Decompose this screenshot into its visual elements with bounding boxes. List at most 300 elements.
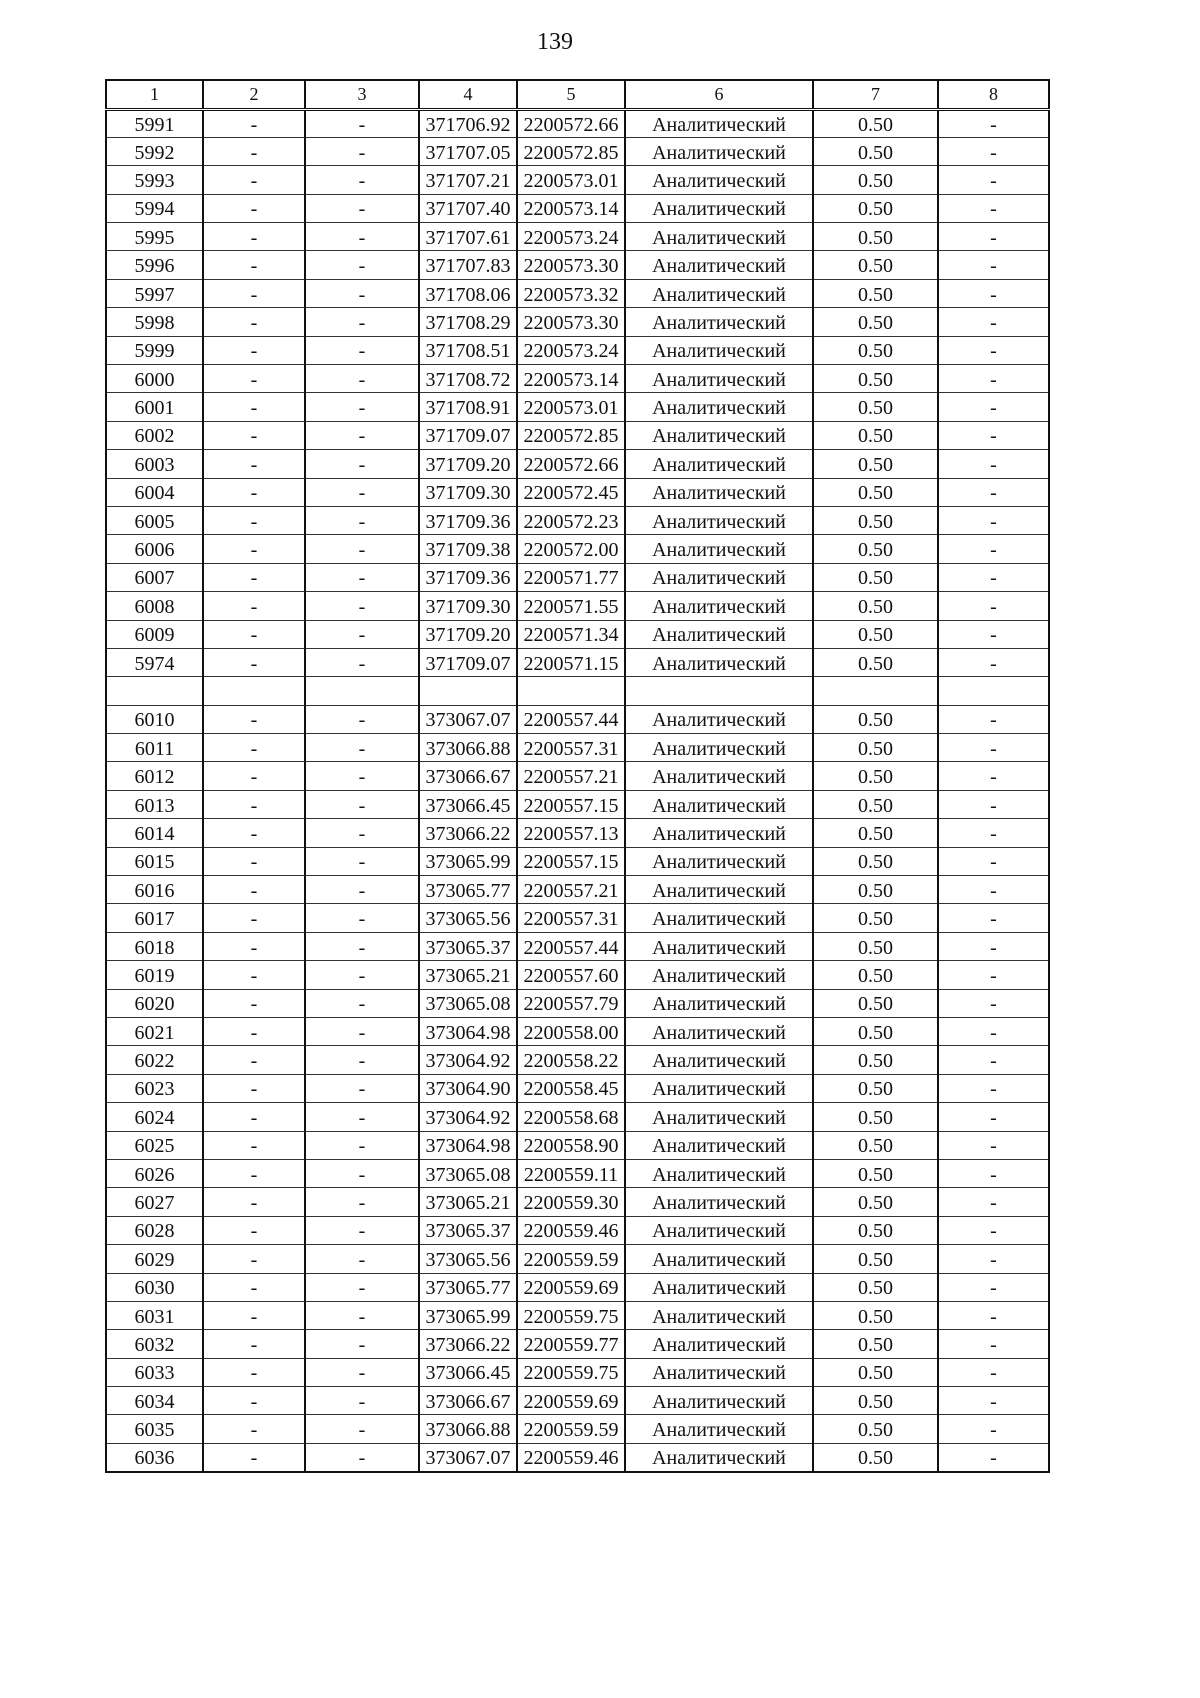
- table-row: [106, 790, 1049, 818]
- table-cell-col6: Аналитический: [625, 1330, 813, 1358]
- table-cell-col6: Аналитический: [625, 932, 813, 960]
- table-cell-col2: -: [203, 478, 305, 506]
- table-cell-col4: 373064.98: [419, 1131, 517, 1159]
- table-row: [106, 109, 1049, 137]
- table-row: [106, 1387, 1049, 1415]
- table-cell-col2: -: [203, 137, 305, 165]
- table-cell-col6: Аналитический: [625, 904, 813, 932]
- table-row: [106, 1245, 1049, 1273]
- table-cell-col7: 0.50: [813, 1443, 938, 1471]
- table-cell-col4: 373066.67: [419, 1387, 517, 1415]
- table-cell-col3: -: [305, 194, 419, 222]
- table-cell-col6: Аналитический: [625, 279, 813, 307]
- table-cell-col6: Аналитический: [625, 563, 813, 591]
- table-cell-col1: 6035: [106, 1415, 203, 1443]
- table-cell-col4: 371709.36: [419, 563, 517, 591]
- table-cell-col1: 6030: [106, 1273, 203, 1301]
- table-cell-col1: 6023: [106, 1074, 203, 1102]
- table-cell-col3: -: [305, 1046, 419, 1074]
- table-cell-col2: -: [203, 251, 305, 279]
- table-cell-col5: 2200571.55: [517, 592, 625, 620]
- table-cell-col5: 2200559.69: [517, 1387, 625, 1415]
- table-cell-col8: -: [938, 961, 1049, 989]
- table-row: [106, 1074, 1049, 1102]
- table-cell-col1: 6011: [106, 734, 203, 762]
- table-cell-col5: 2200557.31: [517, 734, 625, 762]
- table-cell-col7: 0.50: [813, 819, 938, 847]
- table-cell-col5: 2200559.30: [517, 1188, 625, 1216]
- table-cell-col3: -: [305, 876, 419, 904]
- table-cell-col8: -: [938, 1415, 1049, 1443]
- table-cell-col1: 6000: [106, 365, 203, 393]
- table-cell-col3: -: [305, 1387, 419, 1415]
- table-cell-col1: 6016: [106, 876, 203, 904]
- table-cell-col7: 0.50: [813, 450, 938, 478]
- column-header: 8: [938, 80, 1049, 109]
- table-cell-col5: 2200572.00: [517, 535, 625, 563]
- table-cell-col3: -: [305, 251, 419, 279]
- table-cell-col1: 6003: [106, 450, 203, 478]
- table-cell-col6: Аналитический: [625, 365, 813, 393]
- table-cell-col7: 0.50: [813, 535, 938, 563]
- table-cell-col7: 0.50: [813, 1358, 938, 1386]
- table-cell-col6: Аналитический: [625, 1358, 813, 1386]
- table-row: [106, 450, 1049, 478]
- table-cell-col7: 0.50: [813, 1273, 938, 1301]
- table-cell-col6: Аналитический: [625, 1415, 813, 1443]
- table-cell-col7: 0.50: [813, 478, 938, 506]
- table-cell-col7: 0.50: [813, 790, 938, 818]
- table-cell-col6: Аналитический: [625, 1159, 813, 1187]
- column-header: 4: [419, 80, 517, 109]
- table-cell-col5: 2200558.45: [517, 1074, 625, 1102]
- table-cell-col2: -: [203, 506, 305, 534]
- table-cell-col3: -: [305, 1018, 419, 1046]
- table-cell-col1: 6002: [106, 421, 203, 449]
- table-cell-col6: Аналитический: [625, 535, 813, 563]
- table-cell-col7: 0.50: [813, 932, 938, 960]
- table-cell-col1: 6019: [106, 961, 203, 989]
- table-header: [106, 80, 1049, 109]
- table-cell-col5: 2200557.21: [517, 762, 625, 790]
- table-cell-col2: -: [203, 847, 305, 875]
- table-cell-col7: 0.50: [813, 1330, 938, 1358]
- page-number: 139: [537, 29, 573, 55]
- table-cell-col1: 6021: [106, 1018, 203, 1046]
- table-cell-col5: 2200573.30: [517, 251, 625, 279]
- table-cell-col7: 0.50: [813, 166, 938, 194]
- table-cell-col2: -: [203, 648, 305, 676]
- table-cell-col4: 371709.30: [419, 478, 517, 506]
- table-cell-col1: 6007: [106, 563, 203, 591]
- table-cell-col6: Аналитический: [625, 194, 813, 222]
- table-cell-col3: -: [305, 819, 419, 847]
- table-cell-col2: -: [203, 620, 305, 648]
- table-cell-col6: Аналитический: [625, 478, 813, 506]
- table-cell-col8: -: [938, 1443, 1049, 1471]
- table-cell-col7: 0.50: [813, 1018, 938, 1046]
- table-cell-col8: -: [938, 251, 1049, 279]
- table-cell-col8: -: [938, 308, 1049, 336]
- table-cell-col8: -: [938, 223, 1049, 251]
- table-cell-col5: 2200559.59: [517, 1245, 625, 1273]
- column-header: 7: [813, 80, 938, 109]
- table-cell-col7: 0.50: [813, 648, 938, 676]
- table-cell-col6: Аналитический: [625, 620, 813, 648]
- table-cell-col6: Аналитический: [625, 137, 813, 165]
- table-cell-col1: 6015: [106, 847, 203, 875]
- table-cell-col8: -: [938, 1273, 1049, 1301]
- table-cell-col4: 373066.22: [419, 1330, 517, 1358]
- table-cell-col4: 371706.92: [419, 109, 517, 137]
- table-cell-col6: Аналитический: [625, 1443, 813, 1471]
- table-cell-col5: 2200572.23: [517, 506, 625, 534]
- table-cell-col3: -: [305, 1159, 419, 1187]
- table-cell-col3: -: [305, 1330, 419, 1358]
- table-cell-col8: -: [938, 1103, 1049, 1131]
- table-cell-col6: Аналитический: [625, 648, 813, 676]
- table-cell-col3: -: [305, 705, 419, 733]
- table-cell-col6: Аналитический: [625, 251, 813, 279]
- table-cell-col3: -: [305, 506, 419, 534]
- table-cell-col1: 6008: [106, 592, 203, 620]
- table-row: [106, 932, 1049, 960]
- table-cell-col3: -: [305, 137, 419, 165]
- table-cell-col3: -: [305, 421, 419, 449]
- table-cell-col5: 2200572.66: [517, 450, 625, 478]
- table-cell-col8: -: [938, 819, 1049, 847]
- table-cell-col7: 0.50: [813, 393, 938, 421]
- table-cell-col2: -: [203, 1018, 305, 1046]
- table-cell-col3: -: [305, 961, 419, 989]
- table-cell-col4: 371707.21: [419, 166, 517, 194]
- table-cell-col3: -: [305, 620, 419, 648]
- table-cell-col2: -: [203, 705, 305, 733]
- table-cell-col5: 2200559.59: [517, 1415, 625, 1443]
- table-cell-col8: -: [938, 450, 1049, 478]
- table-cell-col5: 2200559.46: [517, 1216, 625, 1244]
- table-cell-col7: 0.50: [813, 1131, 938, 1159]
- table-row: [106, 1131, 1049, 1159]
- table-cell-col5: 2200557.15: [517, 847, 625, 875]
- table-cell-col8: -: [938, 592, 1049, 620]
- table-cell-col1: 6014: [106, 819, 203, 847]
- table-cell-col4: 373066.67: [419, 762, 517, 790]
- table-cell-col5: 2200559.75: [517, 1301, 625, 1329]
- table-cell-col7: 0.50: [813, 251, 938, 279]
- table-cell-col4: 373065.77: [419, 1273, 517, 1301]
- table-row: [106, 1046, 1049, 1074]
- table-cell-col7: 0.50: [813, 308, 938, 336]
- table-cell-col8: -: [938, 109, 1049, 137]
- table-cell-col2: -: [203, 1415, 305, 1443]
- table-cell-col1: 6024: [106, 1103, 203, 1131]
- table-cell-col2: -: [203, 932, 305, 960]
- table-cell-col5: 2200573.32: [517, 279, 625, 307]
- table-cell-col5: [517, 677, 625, 705]
- table-cell-col6: Аналитический: [625, 109, 813, 137]
- table-cell-col7: 0.50: [813, 1046, 938, 1074]
- table-cell-col7: 0.50: [813, 1415, 938, 1443]
- table-cell-col2: -: [203, 1074, 305, 1102]
- table-cell-col4: 371708.51: [419, 336, 517, 364]
- table-row: [106, 506, 1049, 534]
- table-cell-col7: 0.50: [813, 592, 938, 620]
- table-cell-col6: Аналитический: [625, 734, 813, 762]
- table-cell-col1: 5998: [106, 308, 203, 336]
- table-row: [106, 904, 1049, 932]
- table-cell-col6: Аналитический: [625, 1131, 813, 1159]
- table-row: [106, 1216, 1049, 1244]
- table-cell-col3: -: [305, 1216, 419, 1244]
- table-cell-col1: 6025: [106, 1131, 203, 1159]
- table-cell-col7: 0.50: [813, 563, 938, 591]
- table-row: [106, 1159, 1049, 1187]
- table-cell-col7: 0.50: [813, 762, 938, 790]
- table-cell-col4: 373065.21: [419, 961, 517, 989]
- table-cell-col6: Аналитический: [625, 1188, 813, 1216]
- table-cell-col2: -: [203, 1245, 305, 1273]
- table-cell-col5: 2200557.79: [517, 989, 625, 1017]
- table-cell-col7: 0.50: [813, 1387, 938, 1415]
- table-cell-col1: 6006: [106, 535, 203, 563]
- table-row: [106, 1358, 1049, 1386]
- table-cell-col3: -: [305, 989, 419, 1017]
- table-cell-col5: 2200573.01: [517, 166, 625, 194]
- table-cell-col1: 6027: [106, 1188, 203, 1216]
- table-cell-col8: [938, 677, 1049, 705]
- table-row: [106, 478, 1049, 506]
- table-cell-col2: -: [203, 194, 305, 222]
- table-cell-col4: 371709.07: [419, 421, 517, 449]
- table-row: [106, 279, 1049, 307]
- table-cell-col6: Аналитический: [625, 450, 813, 478]
- table-row: [106, 194, 1049, 222]
- table-cell-col6: Аналитический: [625, 592, 813, 620]
- table-cell-col1: 5997: [106, 279, 203, 307]
- table-cell-col2: -: [203, 989, 305, 1017]
- table-cell-col4: 373065.37: [419, 932, 517, 960]
- table-cell-col3: -: [305, 1301, 419, 1329]
- table-cell-col8: -: [938, 1188, 1049, 1216]
- table-cell-col1: 6001: [106, 393, 203, 421]
- table-row: [106, 393, 1049, 421]
- table-cell-col8: -: [938, 365, 1049, 393]
- table-row: [106, 365, 1049, 393]
- table-cell-col5: 2200559.46: [517, 1443, 625, 1471]
- table-cell-col5: 2200559.75: [517, 1358, 625, 1386]
- table-cell-col2: -: [203, 819, 305, 847]
- table-cell-col4: 371708.91: [419, 393, 517, 421]
- table-cell-col4: 373065.37: [419, 1216, 517, 1244]
- table-cell-col4: 371709.38: [419, 535, 517, 563]
- table-cell-col1: 5996: [106, 251, 203, 279]
- table-cell-col2: -: [203, 308, 305, 336]
- table-row: [106, 563, 1049, 591]
- table-cell-col8: -: [938, 166, 1049, 194]
- table-row: [106, 648, 1049, 676]
- table-cell-col4: 373067.07: [419, 705, 517, 733]
- table-cell-col6: Аналитический: [625, 1216, 813, 1244]
- table-cell-col5: 2200557.15: [517, 790, 625, 818]
- table-cell-col3: -: [305, 1188, 419, 1216]
- table-cell-col8: -: [938, 1074, 1049, 1102]
- table-cell-col8: -: [938, 847, 1049, 875]
- table-row: [106, 251, 1049, 279]
- table-cell-col5: 2200557.60: [517, 961, 625, 989]
- table-cell-col5: 2200573.01: [517, 393, 625, 421]
- table-cell-col4: 373065.21: [419, 1188, 517, 1216]
- table-cell-col2: -: [203, 365, 305, 393]
- table-cell-col7: 0.50: [813, 1245, 938, 1273]
- table-cell-col7: 0.50: [813, 336, 938, 364]
- table-cell-col6: Аналитический: [625, 166, 813, 194]
- table-cell-col1: 5995: [106, 223, 203, 251]
- table-cell-col8: -: [938, 1245, 1049, 1273]
- table-cell-col6: Аналитический: [625, 1273, 813, 1301]
- table-cell-col1: 6012: [106, 762, 203, 790]
- table-cell-col4: 373066.45: [419, 1358, 517, 1386]
- table-cell-col1: 5999: [106, 336, 203, 364]
- table-cell-col2: -: [203, 393, 305, 421]
- table-row: [106, 1273, 1049, 1301]
- table-cell-col1: 5991: [106, 109, 203, 137]
- table-row: [106, 1443, 1049, 1471]
- table-cell-col7: 0.50: [813, 1074, 938, 1102]
- table-cell-col4: 371707.40: [419, 194, 517, 222]
- table-cell-col5: 2200572.85: [517, 137, 625, 165]
- table-cell-col5: 2200573.24: [517, 336, 625, 364]
- table-row: [106, 989, 1049, 1017]
- table-cell-col5: 2200572.45: [517, 478, 625, 506]
- table-row: [106, 421, 1049, 449]
- table-cell-col7: 0.50: [813, 1216, 938, 1244]
- table-row: [106, 592, 1049, 620]
- table-cell-col7: 0.50: [813, 620, 938, 648]
- table-cell-col1: 6029: [106, 1245, 203, 1273]
- table-cell-col7: 0.50: [813, 989, 938, 1017]
- table-cell-col4: 371709.36: [419, 506, 517, 534]
- table-cell-col8: -: [938, 790, 1049, 818]
- table-cell-col3: -: [305, 563, 419, 591]
- table-cell-col2: -: [203, 535, 305, 563]
- table-cell-col4: 373066.88: [419, 734, 517, 762]
- table-cell-col2: -: [203, 1046, 305, 1074]
- table-cell-col2: -: [203, 1273, 305, 1301]
- table-row: [106, 223, 1049, 251]
- table-cell-col8: -: [938, 279, 1049, 307]
- table-cell-col7: 0.50: [813, 506, 938, 534]
- table-cell-col5: 2200572.85: [517, 421, 625, 449]
- table-cell-col4: 373064.90: [419, 1074, 517, 1102]
- table-row: [106, 308, 1049, 336]
- table-cell-col4: 373065.56: [419, 904, 517, 932]
- table-cell-col6: Аналитический: [625, 762, 813, 790]
- table-cell-col2: -: [203, 1387, 305, 1415]
- table-cell-col3: -: [305, 1415, 419, 1443]
- table-cell-col6: Аналитический: [625, 1103, 813, 1131]
- table-row: [106, 1103, 1049, 1131]
- table-cell-col6: Аналитический: [625, 1301, 813, 1329]
- table-cell-col2: -: [203, 1301, 305, 1329]
- table-cell-col1: 6020: [106, 989, 203, 1017]
- table-cell-col2: -: [203, 592, 305, 620]
- table-cell-col2: -: [203, 450, 305, 478]
- table-row: [106, 620, 1049, 648]
- column-header: 2: [203, 80, 305, 109]
- table-cell-col8: -: [938, 1046, 1049, 1074]
- table-cell-col1: 6009: [106, 620, 203, 648]
- table-cell-col4: 373065.77: [419, 876, 517, 904]
- table-cell-col6: Аналитический: [625, 336, 813, 364]
- table-cell-col1: 6031: [106, 1301, 203, 1329]
- table-cell-col2: -: [203, 421, 305, 449]
- table-cell-col3: -: [305, 336, 419, 364]
- table-cell-col4: 373067.07: [419, 1443, 517, 1471]
- table-cell-col5: 2200573.14: [517, 365, 625, 393]
- table-cell-col7: 0.50: [813, 705, 938, 733]
- table-cell-col3: -: [305, 1358, 419, 1386]
- table-cell-col8: -: [938, 705, 1049, 733]
- table-cell-col3: -: [305, 279, 419, 307]
- table-cell-col7: 0.50: [813, 1301, 938, 1329]
- table-cell-col2: -: [203, 790, 305, 818]
- table-cell-col3: -: [305, 1273, 419, 1301]
- table-cell-col3: -: [305, 592, 419, 620]
- table-cell-col4: 373065.08: [419, 989, 517, 1017]
- table-cell-col1: 6034: [106, 1387, 203, 1415]
- table-cell-col5: 2200558.68: [517, 1103, 625, 1131]
- table-cell-col5: 2200558.90: [517, 1131, 625, 1159]
- table-cell-col3: -: [305, 648, 419, 676]
- table-cell-col7: 0.50: [813, 1159, 938, 1187]
- column-header: 3: [305, 80, 419, 109]
- table-cell-col2: -: [203, 904, 305, 932]
- table-cell-col3: -: [305, 365, 419, 393]
- table-cell-col6: Аналитический: [625, 506, 813, 534]
- data-table: [105, 79, 1050, 1473]
- table-cell-col3: -: [305, 223, 419, 251]
- table-cell-col4: 371708.72: [419, 365, 517, 393]
- table-cell-col7: 0.50: [813, 421, 938, 449]
- table-cell-col7: 0.50: [813, 847, 938, 875]
- table-cell-col6: Аналитический: [625, 308, 813, 336]
- table-cell-col5: 2200557.13: [517, 819, 625, 847]
- table-cell-col1: 6018: [106, 932, 203, 960]
- table-cell-col1: 6033: [106, 1358, 203, 1386]
- table-cell-col1: 6010: [106, 705, 203, 733]
- table-cell-col1: 6026: [106, 1159, 203, 1187]
- table-cell-col6: Аналитический: [625, 1018, 813, 1046]
- table-cell-col4: 373066.88: [419, 1415, 517, 1443]
- table-cell-col3: -: [305, 1103, 419, 1131]
- table-cell-col8: -: [938, 648, 1049, 676]
- table-cell-col3: -: [305, 535, 419, 563]
- table-cell-col7: 0.50: [813, 904, 938, 932]
- table-cell-col8: -: [938, 904, 1049, 932]
- table-cell-col5: 2200557.44: [517, 932, 625, 960]
- table-cell-col1: 6022: [106, 1046, 203, 1074]
- table-cell-col8: -: [938, 194, 1049, 222]
- table-cell-col6: Аналитический: [625, 989, 813, 1017]
- table-cell-col4: 373065.08: [419, 1159, 517, 1187]
- table-cell-col4: 373064.92: [419, 1103, 517, 1131]
- table-cell-col4: 371709.20: [419, 450, 517, 478]
- table-cell-col8: -: [938, 932, 1049, 960]
- table-cell-col1: 6013: [106, 790, 203, 818]
- table-cell-col6: Аналитический: [625, 1074, 813, 1102]
- table-cell-col7: 0.50: [813, 194, 938, 222]
